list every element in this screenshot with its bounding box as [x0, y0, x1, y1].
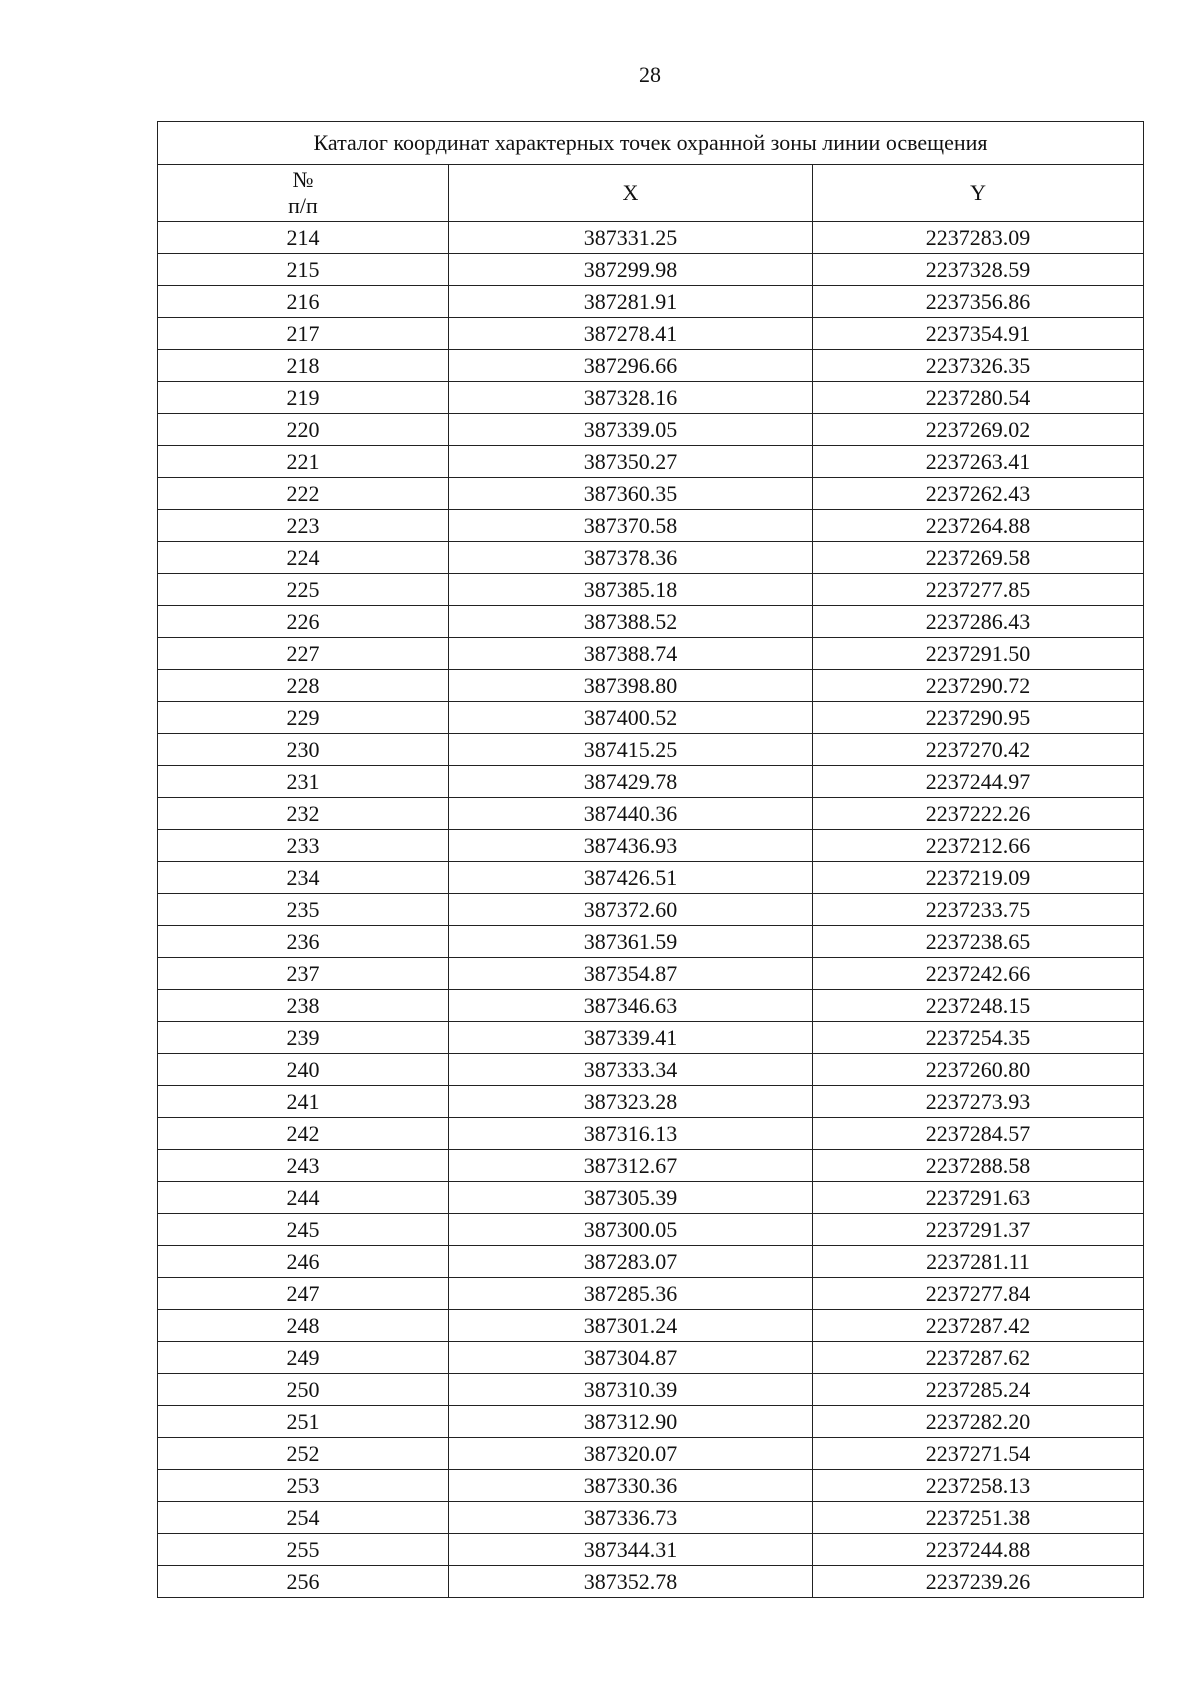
x-coordinate-cell: 387360.35 [449, 478, 813, 510]
y-coordinate-cell: 2237277.85 [813, 574, 1144, 606]
y-coordinate-cell: 2237212.66 [813, 830, 1144, 862]
y-coordinate-cell: 2237222.26 [813, 798, 1144, 830]
y-coordinate-cell: 2237251.38 [813, 1502, 1144, 1534]
point-number-cell: 246 [158, 1246, 449, 1278]
y-coordinate-cell: 2237254.35 [813, 1022, 1144, 1054]
y-coordinate-cell: 2237283.09 [813, 222, 1144, 254]
x-coordinate-cell: 387296.66 [449, 350, 813, 382]
point-number-cell: 221 [158, 446, 449, 478]
table-row [158, 702, 1144, 734]
point-number-cell: 229 [158, 702, 449, 734]
table-row [158, 286, 1144, 318]
y-coordinate-cell: 2237264.88 [813, 510, 1144, 542]
point-number-cell: 255 [158, 1534, 449, 1566]
y-coordinate-cell: 2237287.62 [813, 1342, 1144, 1374]
table-row [158, 446, 1144, 478]
table-row [158, 1214, 1144, 1246]
point-number-cell: 215 [158, 254, 449, 286]
x-coordinate-cell: 387436.93 [449, 830, 813, 862]
y-coordinate-cell: 2237248.15 [813, 990, 1144, 1022]
y-coordinate-cell: 2237233.75 [813, 894, 1144, 926]
table-row [158, 830, 1144, 862]
x-coordinate-cell: 387346.63 [449, 990, 813, 1022]
y-coordinate-cell: 2237280.54 [813, 382, 1144, 414]
y-coordinate-cell: 2237356.86 [813, 286, 1144, 318]
table-row [158, 638, 1144, 670]
table-row [158, 1342, 1144, 1374]
table-row [158, 1246, 1144, 1278]
y-coordinate-cell: 2237262.43 [813, 478, 1144, 510]
x-coordinate-cell: 387339.41 [449, 1022, 813, 1054]
table-row [158, 1086, 1144, 1118]
point-number-cell: 254 [158, 1502, 449, 1534]
y-coordinate-cell: 2237273.93 [813, 1086, 1144, 1118]
point-number-cell: 224 [158, 542, 449, 574]
point-number-cell: 214 [158, 222, 449, 254]
point-number-cell: 233 [158, 830, 449, 862]
x-coordinate-cell: 387378.36 [449, 542, 813, 574]
point-number-cell: 217 [158, 318, 449, 350]
table-row [158, 350, 1144, 382]
header-number-abbr: п/п [288, 193, 318, 218]
x-coordinate-cell: 387285.36 [449, 1278, 813, 1310]
table-row [158, 1310, 1144, 1342]
point-number-cell: 234 [158, 862, 449, 894]
x-coordinate-cell: 387372.60 [449, 894, 813, 926]
x-coordinate-cell: 387339.05 [449, 414, 813, 446]
y-coordinate-cell: 2237290.95 [813, 702, 1144, 734]
table-row [158, 1406, 1144, 1438]
point-number-cell: 245 [158, 1214, 449, 1246]
table-row [158, 1182, 1144, 1214]
table-row [158, 1534, 1144, 1566]
table-row [158, 798, 1144, 830]
x-coordinate-cell: 387333.34 [449, 1054, 813, 1086]
x-coordinate-cell: 387323.28 [449, 1086, 813, 1118]
point-number-cell: 256 [158, 1566, 449, 1598]
table-row [158, 222, 1144, 254]
x-coordinate-cell: 387328.16 [449, 382, 813, 414]
page-number: 28 [639, 62, 661, 87]
table-row [158, 894, 1144, 926]
x-coordinate-cell: 387300.05 [449, 1214, 813, 1246]
y-coordinate-cell: 2237288.58 [813, 1150, 1144, 1182]
x-coordinate-cell: 387278.41 [449, 318, 813, 350]
header-number [158, 165, 449, 222]
point-number-cell: 238 [158, 990, 449, 1022]
y-coordinate-cell: 2237244.88 [813, 1534, 1144, 1566]
table-row [158, 670, 1144, 702]
x-coordinate-cell: 387398.80 [449, 670, 813, 702]
x-coordinate-cell: 387361.59 [449, 926, 813, 958]
x-coordinate-cell: 387388.74 [449, 638, 813, 670]
table-row [158, 1438, 1144, 1470]
y-coordinate-cell: 2237281.11 [813, 1246, 1144, 1278]
y-coordinate-cell: 2237354.91 [813, 318, 1144, 350]
table-row [158, 1278, 1144, 1310]
x-coordinate-cell: 387426.51 [449, 862, 813, 894]
table-row [158, 542, 1144, 574]
point-number-cell: 230 [158, 734, 449, 766]
x-coordinate-cell: 387354.87 [449, 958, 813, 990]
point-number-cell: 242 [158, 1118, 449, 1150]
x-coordinate-cell: 387316.13 [449, 1118, 813, 1150]
table-title-row [158, 122, 1144, 165]
x-coordinate-cell: 387312.67 [449, 1150, 813, 1182]
point-number-cell: 251 [158, 1406, 449, 1438]
header-x: X [449, 165, 813, 222]
y-coordinate-cell: 2237291.63 [813, 1182, 1144, 1214]
x-coordinate-cell: 387281.91 [449, 286, 813, 318]
table-row [158, 1054, 1144, 1086]
table-row [158, 990, 1144, 1022]
x-coordinate-cell: 387429.78 [449, 766, 813, 798]
table-row [158, 1118, 1144, 1150]
point-number-cell: 231 [158, 766, 449, 798]
x-coordinate-cell: 387304.87 [449, 1342, 813, 1374]
y-coordinate-cell: 2237263.41 [813, 446, 1144, 478]
table-row [158, 958, 1144, 990]
y-coordinate-cell: 2237285.24 [813, 1374, 1144, 1406]
point-number-cell: 250 [158, 1374, 449, 1406]
x-coordinate-cell: 387305.39 [449, 1182, 813, 1214]
table-row [158, 926, 1144, 958]
y-coordinate-cell: 2237244.97 [813, 766, 1144, 798]
coordinates-table [157, 121, 1144, 1598]
table-row [158, 254, 1144, 286]
point-number-cell: 228 [158, 670, 449, 702]
y-coordinate-cell: 2237326.35 [813, 350, 1144, 382]
y-coordinate-cell: 2237290.72 [813, 670, 1144, 702]
point-number-cell: 253 [158, 1470, 449, 1502]
point-number-cell: 235 [158, 894, 449, 926]
point-number-cell: 220 [158, 414, 449, 446]
point-number-cell: 222 [158, 478, 449, 510]
table-header-row [158, 165, 1144, 222]
point-number-cell: 223 [158, 510, 449, 542]
x-coordinate-cell: 387385.18 [449, 574, 813, 606]
table-row [158, 478, 1144, 510]
x-coordinate-cell: 387310.39 [449, 1374, 813, 1406]
x-coordinate-cell: 387400.52 [449, 702, 813, 734]
y-coordinate-cell: 2237260.80 [813, 1054, 1144, 1086]
x-coordinate-cell: 387352.78 [449, 1566, 813, 1598]
table-row [158, 1374, 1144, 1406]
y-coordinate-cell: 2237239.26 [813, 1566, 1144, 1598]
y-coordinate-cell: 2237269.58 [813, 542, 1144, 574]
table-title: Каталог координат характерных точек охранной зоны линии освещения [158, 122, 1144, 165]
y-coordinate-cell: 2237269.02 [813, 414, 1144, 446]
x-coordinate-cell: 387415.25 [449, 734, 813, 766]
y-coordinate-cell: 2237284.57 [813, 1118, 1144, 1150]
x-coordinate-cell: 387370.58 [449, 510, 813, 542]
x-coordinate-cell: 387301.24 [449, 1310, 813, 1342]
x-coordinate-cell: 387330.36 [449, 1470, 813, 1502]
point-number-cell: 248 [158, 1310, 449, 1342]
table-row [158, 1566, 1144, 1598]
y-coordinate-cell: 2237242.66 [813, 958, 1144, 990]
y-coordinate-cell: 2237286.43 [813, 606, 1144, 638]
point-number-cell: 240 [158, 1054, 449, 1086]
header-y: Y [813, 165, 1144, 222]
y-coordinate-cell: 2237258.13 [813, 1470, 1144, 1502]
x-coordinate-cell: 387312.90 [449, 1406, 813, 1438]
table-row [158, 1022, 1144, 1054]
y-coordinate-cell: 2237328.59 [813, 254, 1144, 286]
y-coordinate-cell: 2237271.54 [813, 1438, 1144, 1470]
point-number-cell: 249 [158, 1342, 449, 1374]
x-coordinate-cell: 387388.52 [449, 606, 813, 638]
point-number-cell: 243 [158, 1150, 449, 1182]
y-coordinate-cell: 2237270.42 [813, 734, 1144, 766]
y-coordinate-cell: 2237291.37 [813, 1214, 1144, 1246]
point-number-cell: 236 [158, 926, 449, 958]
table-row [158, 1470, 1144, 1502]
point-number-cell: 225 [158, 574, 449, 606]
point-number-cell: 218 [158, 350, 449, 382]
x-coordinate-cell: 387350.27 [449, 446, 813, 478]
point-number-cell: 239 [158, 1022, 449, 1054]
y-coordinate-cell: 2237277.84 [813, 1278, 1144, 1310]
table-row [158, 1150, 1144, 1182]
x-coordinate-cell: 387336.73 [449, 1502, 813, 1534]
table-row [158, 862, 1144, 894]
table-row [158, 318, 1144, 350]
x-coordinate-cell: 387299.98 [449, 254, 813, 286]
table-row [158, 510, 1144, 542]
point-number-cell: 241 [158, 1086, 449, 1118]
table-row [158, 606, 1144, 638]
x-coordinate-cell: 387320.07 [449, 1438, 813, 1470]
point-number-cell: 237 [158, 958, 449, 990]
y-coordinate-cell: 2237238.65 [813, 926, 1144, 958]
x-coordinate-cell: 387331.25 [449, 222, 813, 254]
x-coordinate-cell: 387440.36 [449, 798, 813, 830]
table-body [158, 222, 1144, 1598]
header-number-symbol: № [292, 167, 314, 192]
table-row [158, 382, 1144, 414]
y-coordinate-cell: 2237291.50 [813, 638, 1144, 670]
x-coordinate-cell: 387283.07 [449, 1246, 813, 1278]
x-coordinate-cell: 387344.31 [449, 1534, 813, 1566]
table-row [158, 766, 1144, 798]
point-number-cell: 219 [158, 382, 449, 414]
y-coordinate-cell: 2237282.20 [813, 1406, 1144, 1438]
point-number-cell: 226 [158, 606, 449, 638]
table-row [158, 414, 1144, 446]
point-number-cell: 227 [158, 638, 449, 670]
point-number-cell: 216 [158, 286, 449, 318]
point-number-cell: 232 [158, 798, 449, 830]
y-coordinate-cell: 2237287.42 [813, 1310, 1144, 1342]
y-coordinate-cell: 2237219.09 [813, 862, 1144, 894]
point-number-cell: 252 [158, 1438, 449, 1470]
point-number-cell: 244 [158, 1182, 449, 1214]
table-row [158, 734, 1144, 766]
point-number-cell: 247 [158, 1278, 449, 1310]
table-row [158, 574, 1144, 606]
table-row [158, 1502, 1144, 1534]
